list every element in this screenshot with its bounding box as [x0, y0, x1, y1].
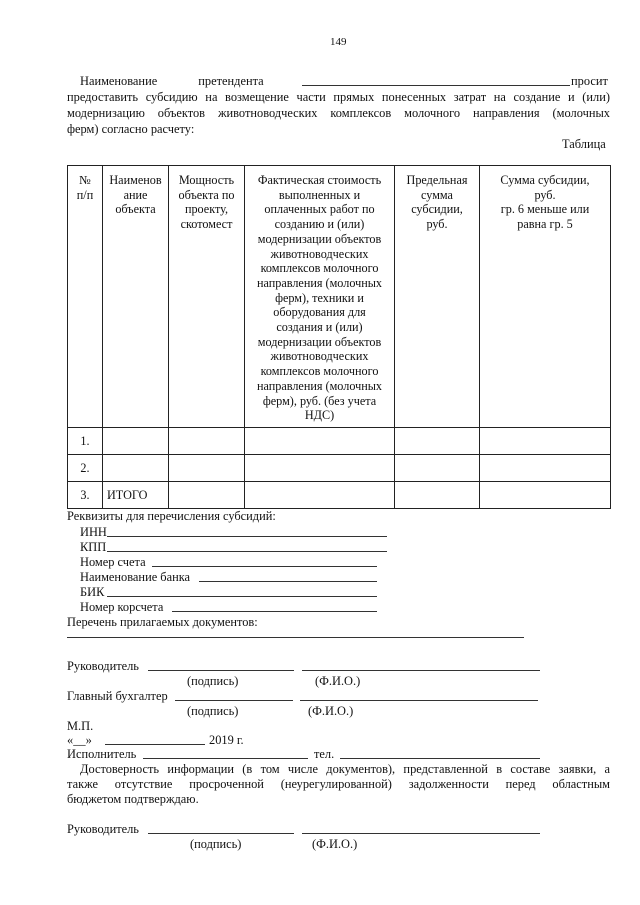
row-3-limit[interactable] [395, 482, 480, 509]
header-col-6-text [480, 173, 610, 232]
row-1-limit[interactable] [395, 428, 480, 455]
header-col-4-line: модернизации объектов [257, 231, 382, 246]
row-3-subsidy[interactable] [480, 482, 611, 509]
row-2-name[interactable] [103, 455, 169, 482]
intro-line-3: модернизацию объектов животноводческих комплексов молочного направления (молочных [67, 106, 610, 120]
applicant-label [80, 74, 264, 88]
inn-label: ИНН [80, 525, 107, 539]
header-col-4-line: НДС) [304, 408, 335, 423]
final-head-signature-field[interactable] [148, 833, 294, 834]
table-label: Таблица [562, 137, 606, 151]
row-1-num: 1. [68, 428, 103, 455]
row-3-capacity[interactable] [169, 482, 245, 509]
header-col-2-line: объекта [115, 202, 156, 217]
table-row [68, 482, 611, 509]
header-col-4-line: комплексов молочного [260, 261, 379, 276]
header-col-6-line: равна гр. 5 [517, 217, 573, 232]
documents-label: Перечень прилагаемых документов: [67, 615, 258, 629]
header-col-4-line: оплаченных работ по [264, 202, 375, 217]
account-number-label: Номер счета [80, 555, 146, 569]
row-1-name[interactable] [103, 428, 169, 455]
header-col-4-line: направления (молочных [256, 275, 383, 290]
table-row [68, 428, 611, 455]
bank-name-field[interactable] [199, 581, 377, 582]
attestation-line-2: также отсутствие просроченной (неурегулированной) задолженности перед областным [67, 777, 610, 791]
header-col-4-line: ферм), техники и [275, 290, 364, 305]
inn-field[interactable] [107, 536, 387, 537]
header-col-4-line: оборудования для [273, 305, 366, 320]
phone-label: тел. [314, 747, 335, 761]
header-col-4-line: создания и (или) [276, 320, 363, 335]
header-col-5 [395, 166, 480, 428]
header-col-2-line: Наименов [109, 173, 162, 187]
header-col-6 [480, 166, 611, 428]
header-col-3-line: объекта по [178, 187, 235, 202]
page-number: 149 [330, 36, 347, 48]
header-col-4-line: модернизации объектов [257, 334, 382, 349]
stamp-label: М.П. [67, 719, 94, 733]
asks-text: просит [571, 74, 608, 88]
bank-name-label: Наименование банка [80, 570, 191, 584]
row-1-cost[interactable] [245, 428, 395, 455]
header-col-4-line: комплексов молочного [260, 364, 379, 379]
phone-field[interactable] [340, 758, 540, 759]
header-col-3-line: скотомест [180, 217, 233, 232]
accountant-name-hint: (Ф.И.О.) [308, 704, 354, 718]
final-head-name-field[interactable] [302, 833, 540, 834]
subsidy-table [67, 165, 611, 509]
head-name-field[interactable] [302, 670, 540, 671]
applicant-label-text: Наименование претендента [80, 74, 264, 88]
header-col-4-line: Фактическая стоимость [257, 173, 382, 187]
kpp-field[interactable] [107, 551, 387, 552]
header-col-1 [68, 166, 103, 428]
header-col-6-line: руб. [534, 187, 556, 202]
row-3-num: 3. [68, 482, 103, 509]
executor-field[interactable] [143, 758, 308, 759]
row-2-limit[interactable] [395, 455, 480, 482]
row-1-subsidy[interactable] [480, 428, 611, 455]
accountant-label: Главный бухгалтер [67, 689, 168, 703]
header-col-5-line: руб. [426, 217, 448, 232]
header-col-3 [169, 166, 245, 428]
date-suffix: 2019 г. [209, 733, 244, 747]
header-col-1-line: п/п [76, 187, 94, 202]
applicant-name-line[interactable] [302, 85, 570, 86]
header-col-5-line: сумма [421, 187, 453, 202]
header-col-3-line: проекту, [184, 202, 229, 217]
accountant-signature-field[interactable] [175, 700, 293, 701]
table-row [68, 455, 611, 482]
header-col-5-text [395, 173, 479, 232]
bik-label: БИК [80, 585, 105, 599]
documents-field[interactable] [67, 637, 524, 638]
header-col-3-line: Мощность [178, 173, 235, 187]
intro-line-4: ферм) согласно расчету: [67, 122, 195, 136]
header-col-3-text [169, 173, 244, 232]
row-2-cost[interactable] [245, 455, 395, 482]
executor-label: Исполнитель [67, 747, 137, 761]
header-col-2 [103, 166, 169, 428]
corr-account-label: Номер корсчета [80, 600, 164, 614]
header-col-6-line: Сумма субсидии, [500, 173, 590, 187]
date-field[interactable] [105, 744, 205, 745]
row-3-name: ИТОГО [103, 482, 169, 509]
row-3-cost[interactable] [245, 482, 395, 509]
header-col-5-line: Предельная [406, 173, 468, 187]
head-signature-hint: (подпись) [187, 674, 239, 688]
final-head-label: Руководитель [67, 822, 139, 836]
accountant-name-field[interactable] [300, 700, 538, 701]
row-2-capacity[interactable] [169, 455, 245, 482]
final-head-name-hint: (Ф.И.О.) [312, 837, 358, 851]
row-2-num: 2. [68, 455, 103, 482]
intro-line-2: предоставить субсидию на возмещение части прямых понесенных затрат на создание и (или) [67, 90, 610, 104]
requisites-title: Реквизиты для перечисления субсидий: [67, 509, 276, 523]
date-prefix: «__» [67, 733, 92, 747]
table-header-row [68, 166, 611, 428]
header-col-4 [245, 166, 395, 428]
corr-account-field[interactable] [172, 611, 377, 612]
head-label: Руководитель [67, 659, 139, 673]
header-col-5-line: субсидии, [411, 202, 463, 217]
header-col-1-text [68, 173, 102, 202]
head-name-hint: (Ф.И.О.) [315, 674, 361, 688]
header-col-4-text [245, 173, 394, 423]
header-col-4-line: ферм), руб. (без учета [262, 393, 377, 408]
header-col-4-line: животноводческих [270, 349, 369, 364]
accountant-signature-hint: (подпись) [187, 704, 239, 718]
bik-field[interactable] [107, 596, 377, 597]
account-number-field[interactable] [152, 566, 377, 567]
final-head-signature-hint: (подпись) [190, 837, 242, 851]
row-2-subsidy[interactable] [480, 455, 611, 482]
header-col-4-line: направления (молочных [256, 378, 383, 393]
header-col-2-text [103, 173, 168, 217]
head-signature-field[interactable] [148, 670, 294, 671]
header-col-4-line: выполненных и [278, 187, 361, 202]
header-col-4-line: животноводческих [270, 246, 369, 261]
header-col-4-line: созданию и (или) [274, 217, 365, 232]
header-col-1-line: № [79, 173, 91, 187]
header-col-2-line: ание [123, 187, 148, 202]
attestation-line-1: Достоверность информации (в том числе документов), представленной в составе заявки, а [80, 762, 610, 776]
kpp-label: КПП [80, 540, 107, 554]
attestation-line-3: бюджетом подтверждаю. [67, 792, 199, 806]
row-1-capacity[interactable] [169, 428, 245, 455]
header-col-6-line: гр. 6 меньше или [500, 202, 590, 217]
